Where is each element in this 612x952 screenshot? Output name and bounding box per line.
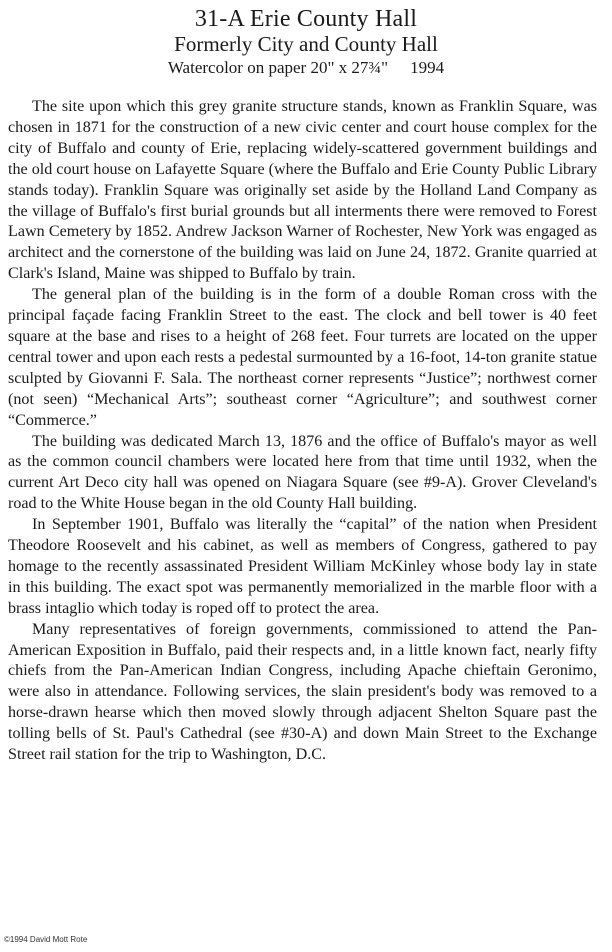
- paragraph-mckinley: In September 1901, Buffalo was literally the “capital” of the nation when President Theodore Roosevelt and his cabinet, as well as members of Congress, gathered to pay homage to the recently assassinated President William McKinley whose body lay in state in this building. The exact spot was permanently memorialized in the marble floor with a brass intaglio which today is roped off to protect the area.: [8, 516, 597, 617]
- paragraph-building-plan: The general plan of the building is in the form of a double Roman cross with the principal façade facing Franklin Street to the east. The clock and bell tower is 40 feet square at the base and rises to a height of 268 feet. Four turrets are located on the upper central tower and upon each rests a pedestal surmounted by a 16-foot, 14-ton granite statue sculpted by Giovanni F. Sala. The northeast corner represents “Justice”; northwest corner (not seen) “Mechanical Arts”; southeast corner “Agriculture”; and southwest corner “Commerce.”: [8, 286, 597, 429]
- paragraph-funeral: Many representatives of foreign governments, commissioned to attend the Pan-American Exposition in Buffalo, paid their respects and, in a little known fact, nearly fifty chiefs from the Pan-American Indian Congress, including Apache chieftain Geronimo, were also in attendance. Following services, the slain president's body was removed to a horse-drawn hearse which then moved slowly through adjacent Shelton Square past the tolling bells of St. Paul's Cathedral (see #30-A) and down Main Street to the Exchange Street rail station for the trip to Washington, D.C.: [8, 620, 597, 764]
- artwork-year: 1994: [410, 58, 445, 77]
- article-body: [8, 97, 597, 766]
- paragraph-dedication: The building was dedicated March 13, 1876 and the office of Buffalo's mayor as well as the common council chambers were located here from that time until 1932, when the current Art Deco city hall was opened on Niagara Square (see #9-A). Grover Cleveland's road to the White House began in the old County Hall building.: [8, 432, 597, 513]
- page-subtitle: Formerly City and County Hall: [174, 32, 438, 56]
- header: [0, 6, 612, 78]
- paragraph-site-history: The site upon which this grey granite structure stands, known as Franklin Square, was chosen in 1871 for the construction of a new civic center and court house complex for the city of Buffalo and county of Erie, replacing widely-scattered government buildings and the old court house on Lafayette Square (where the Buffalo and Erie County Public Library stands today). Franklin Square was originally set aside by the Holland Land Company as the village of Buffalo's first burial grounds but all interments there were removed to Forest Lawn Cemetery by 1852. Andrew Jackson Warner of Rochester, New York was engaged as architect and the cornerstone of the building was laid on June 24, 1872. Granite quarried at Clark's Island, Maine was shipped to Buffalo by train.: [8, 98, 597, 283]
- artwork-details: [0, 57, 612, 78]
- copyright-notice: ©1994 David Mott Rote: [4, 935, 88, 944]
- artwork-medium: Watercolor on paper 20" x 27¾": [167, 58, 389, 77]
- page-title: 31-A Erie County Hall: [194, 6, 418, 32]
